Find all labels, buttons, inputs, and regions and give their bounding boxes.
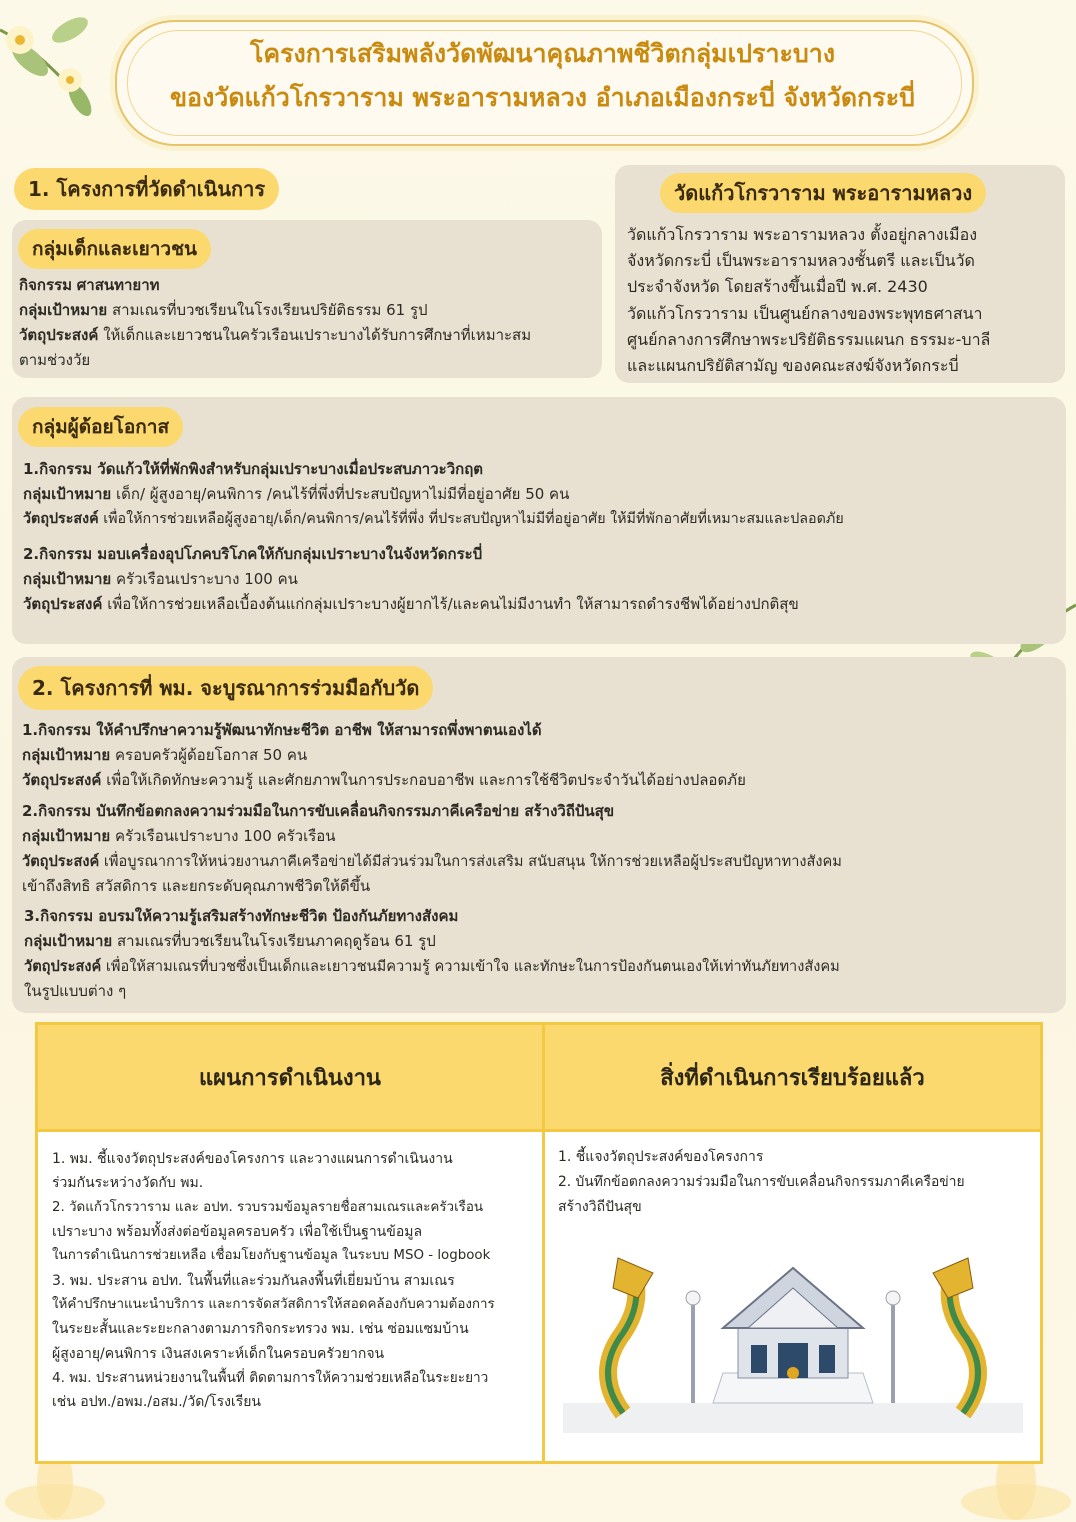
table-header-plan: แผนการดำเนินงาน xyxy=(38,1025,542,1129)
youth-objective-cont: ตามช่วงวัย xyxy=(19,351,91,369)
dis-activity-2-objective: วัตถุประสงค์ เพื่อให้การช่วยเหลือเบื้องต้นแก่กลุ่มเปราะบางผู้ยากไร้/และคนไม่มีงานทำ ให้สามารถดำรงชีพได้อย่างปกติสุข xyxy=(23,595,799,613)
s2-activity-1-target: กลุ่มเป้าหมาย ครอบครัวผู้ด้อยโอกาส 50 คน xyxy=(22,746,308,764)
youth-target: กลุ่มเป้าหมาย สามเณรที่บวชเรียนในโรงเรียนปริยัติธรรม 61 รูป xyxy=(19,301,428,319)
table-header-done: สิ่งที่ดำเนินการเรียบร้อยแล้ว xyxy=(545,1025,1040,1129)
dis-activity-2: 2.กิจกรรม มอบเครื่องอุปโภคบริโภคให้กับกลุ่มเปราะบางในจังหวัดกระบี่ xyxy=(23,545,483,563)
dis-activity-1: 1.กิจกรรม วัดแก้วให้ที่พักพิงสำหรับกลุ่มเปราะบางเมื่อประสบภาวะวิกฤต xyxy=(23,460,484,478)
temple-heading: วัดแก้วโกรวาราม พระอารามหลวง xyxy=(660,173,986,213)
s2-activity-1: 1.กิจกรรม ให้คำปรึกษาความรู้พัฒนาทักษะชีวิต อาชีพ ให้สามารถพึ่งพาตนเองได้ xyxy=(22,721,542,739)
title-line-1: โครงการเสริมพลังวัดพัฒนาคุณภาพชีวิตกลุ่มเปราะบาง xyxy=(249,39,836,68)
s2-activity-2: 2.กิจกรรม บันทึกข้อตกลงความร่วมมือในการขับเคลื่อนกิจกรรมภาคีเครือข่าย สร้างวิถีปันสุข xyxy=(22,802,615,820)
s2-activity-3-objective-cont: ในรูปแบบต่าง ๆ xyxy=(24,982,127,1000)
youth-objective: วัตถุประสงค์ ให้เด็กและเยาวชนในครัวเรือนเปราะบางได้รับการศึกษาที่เหมาะสม xyxy=(19,326,532,344)
plan-table: แผนการดำเนินงาน สิ่งที่ดำเนินการเรียบร้อยแล้ว 1. พม. ชี้แจงวัตถุประสงค์ของโครงการ และวางแผนการดำเนินงาน ร่วมกันระหว่างวัดกับ พม. 2. วัดแก้วโกรวาราม และ อปท. รวบรวมข้อมูลรายชื่อสามเณรและครัวเรือน เปราะบาง พร้อมทั้งส่งต่อข้อมูลครอบครัว เพื่อใช้เป็นฐานข้อมูล ในการดำเนินการช่วยเหลือ เชื่อมโยงกับฐานข้อมูล ในระบบ MSO - logbook 3. พม. ประสาน อปท. ในพื้นที่และร่วมกันลงพื้นที่เยี่ยมบ้าน สามเณร ให้คำปรึกษาแนะนำบริการ และการจัดสวัสดิการให้สอดคล้องกับความต้องการ ในระยะสั้นและระยะกลางตามภารกิจกระทรวง พม. เช่น ซ่อมแซมบ้าน ผู้สูงอายุ/คนพิการ เงินสงเคราะห์เด็กในครอบครัวยากจน 4. พม. ประสานหน่วยงานในพื้นที่ ติดตามการให้ความช่วยเหลือในระยะยาว เช่น อปท./อพม./อสม./วัด/โรงเรียน 1. ชี้แจงวัตถุประสงค์ของโครงการ 2. บันทึกข้อตกลงความร่วมมือในการขับเคลื่อนกิจกรรมภาคีเครือข่าย สร้างวิถีปันสุข xyxy=(35,1022,1043,1464)
temple-illustration xyxy=(563,1253,1023,1433)
s2-activity-2-target: กลุ่มเป้าหมาย ครัวเรือนเปราะบาง 100 ครัวเรือน xyxy=(22,827,336,845)
s2-activity-3: 3.กิจกรรม อบรมให้ความรู้เสริมสร้างทักษะชีวิต ป้องกันภัยทางสังคม xyxy=(24,907,459,925)
youth-activity: กิจกรรม ศาสนทายาท xyxy=(19,276,160,294)
s2-activity-3-target: กลุ่มเป้าหมาย สามเณรที่บวชเรียนในโรงเรียนภาคฤดูร้อน 61 รูป xyxy=(24,932,436,950)
section2-heading: 2. โครงการที่ พม. จะบูรณาการร่วมมือกับวัด xyxy=(18,666,433,710)
dis-activity-2-target: กลุ่มเป้าหมาย ครัวเรือนเปราะบาง 100 คน xyxy=(23,570,298,588)
s2-activity-3-objective: วัตถุประสงค์ เพื่อให้สามเณรที่บวชซึ่งเป็นเด็กและเยาวชนมีความรู้ ความเข้าใจ และทักษะในการป้องกันตนเองให้เท่าทันภัยทางสังคม xyxy=(24,958,840,975)
dis-activity-1-target: กลุ่มเป้าหมาย เด็ก/ ผู้สูงอายุ/คนพิการ /คนไร้ที่พึ่งที่ประสบปัญหาไม่มีที่อยู่อาศัย 50 คน xyxy=(23,485,570,503)
youth-heading: กลุ่มเด็กและเยาวชน xyxy=(18,229,211,269)
disadvantaged-heading: กลุ่มผู้ด้อยโอกาส xyxy=(18,407,183,447)
s2-activity-2-objective: วัตถุประสงค์ เพื่อบูรณาการให้หน่วยงานภาคีเครือข่ายได้มีส่วนร่วมในการส่งเสริม สนับสนุน ให้การช่วยเหลือผู้ประสบปัญหาทางสังคม xyxy=(22,853,842,870)
flower-branch-icon xyxy=(0,0,120,140)
s2-activity-2-objective-cont: เข้าถึงสิทธิ สวัสดิการ และยกระดับคุณภาพชีวิตให้ดีขึ้น xyxy=(22,877,371,895)
s2-activity-1-objective: วัตถุประสงค์ เพื่อให้เกิดทักษะความรู้ และศักยภาพในการประกอบอาชีพ และการใช้ชีวิตประจำวันได้อย่างปลอดภัย xyxy=(22,771,746,789)
page-title xyxy=(115,32,970,120)
title-line-2: ของวัดแก้วโกรวาราม พระอารามหลวง อำเภอเมืองกระบี่ จังหวัดกระบี่ xyxy=(169,83,916,112)
section1-heading: 1. โครงการที่วัดดำเนินการ xyxy=(14,168,279,210)
dis-activity-1-objective: วัตถุประสงค์ เพื่อให้การช่วยเหลือผู้สูงอายุ/เด็ก/คนพิการ/คนไร้ที่พึ่ง ที่ประสบปัญหาไม่มีที่อยู่อาศัย ให้มีที่พักอาศัยที่เหมาะสมและปลอดภัย xyxy=(23,511,844,527)
